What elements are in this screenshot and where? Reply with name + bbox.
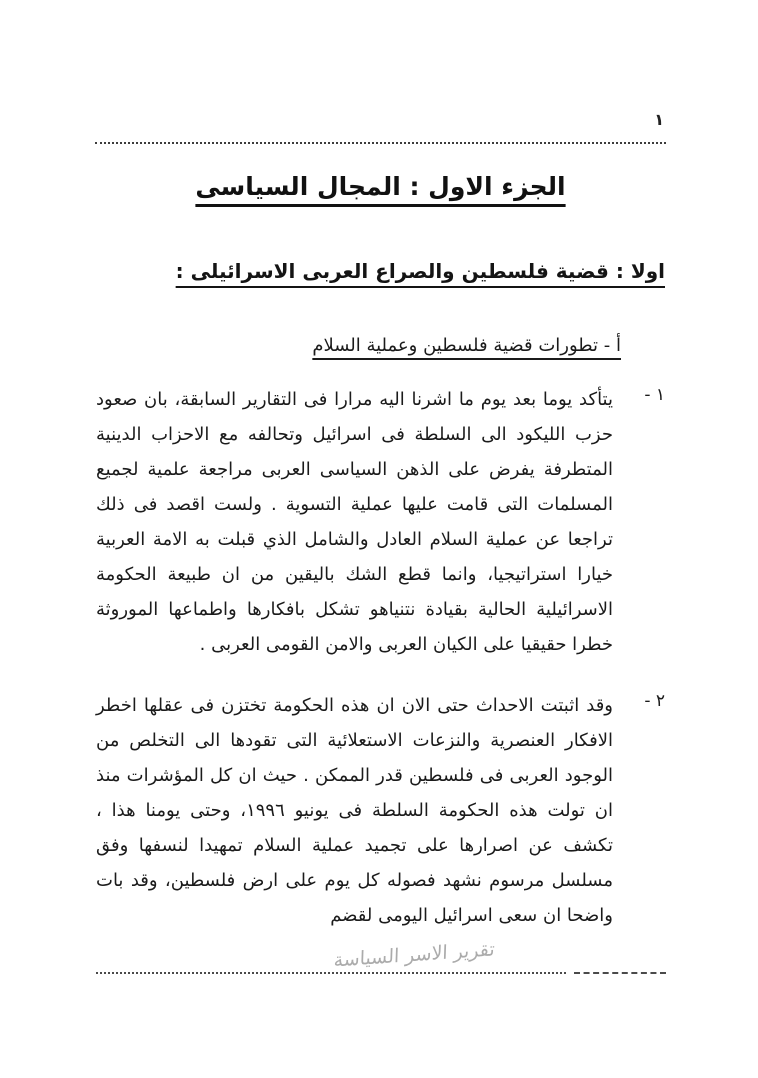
title-row bbox=[96, 172, 665, 201]
bottom-divider-dots bbox=[96, 972, 566, 974]
document-title: الجزء الاول : المجال السياسى bbox=[195, 172, 566, 201]
paragraph-1 bbox=[96, 382, 665, 662]
handwritten-note: تقرير الاسر السياسة bbox=[333, 938, 496, 972]
paragraph-2-number: ٢ - bbox=[644, 691, 665, 711]
page-number: ١ bbox=[654, 110, 664, 129]
document-content bbox=[96, 172, 665, 959]
subsection-row bbox=[96, 335, 665, 356]
top-divider bbox=[95, 142, 666, 144]
section-row bbox=[96, 259, 665, 283]
paragraph-1-text: يتأكد يوما بعد يوم ما اشرنا اليه مرارا فى التقارير السابقة، بان صعود حزب الليكود الى السلطة فى اسرائيل وتحالفه مع الاحزاب الدينية المتطرفة يفرض على الذهن السياسى العربى مراجعة علمية لجميع المسلمات التى قامت عليها عملية التسوية . ولست اقصد فى ذلك تراجعا عن عملية السلام العادل والشامل الذي قبلت به الامة العربية خيارا استراتيجيا، وانما قطع الشك باليقين من ان طبيعة الحكومة الاسرائيلية الحالية بقيادة نتنياهو تشكل بافكارها واطماعها الموروثة خطرا حقيقيا على الكيان العربى والامن القومى العربى . bbox=[96, 389, 613, 655]
bottom-divider-dash bbox=[574, 972, 666, 974]
paragraph-2 bbox=[96, 688, 665, 933]
paragraph-1-number: ١ - bbox=[644, 385, 665, 405]
subsection-heading: أ - تطورات قضية فلسطين وعملية السلام bbox=[312, 335, 621, 356]
paragraph-2-text: وقد اثبتت الاحداث حتى الان ان هذه الحكومة تختزن فى عقلها اخطر الافكار العنصرية والنزعات الاستعلائية التى تقودها الى التخلص من الوجود العربى فى فلسطين قدر الممكن . حيث ان كل المؤشرات منذ ان تولت هذه الحكومة السلطة فى يونيو ١٩٩٦، وحتى يومنا هذا ، تكشف عن اصرارها على تجميد عملية السلام تمهيدا لنسفها وفق مسلسل مرسوم نشهد فصوله كل يوم على ارض فلسطين، وقد بات واضحا ان سعى اسرائيل اليومى لقضم bbox=[96, 695, 613, 926]
section-heading: اولا : قضية فلسطين والصراع العربى الاسرائيلى : bbox=[175, 259, 665, 283]
